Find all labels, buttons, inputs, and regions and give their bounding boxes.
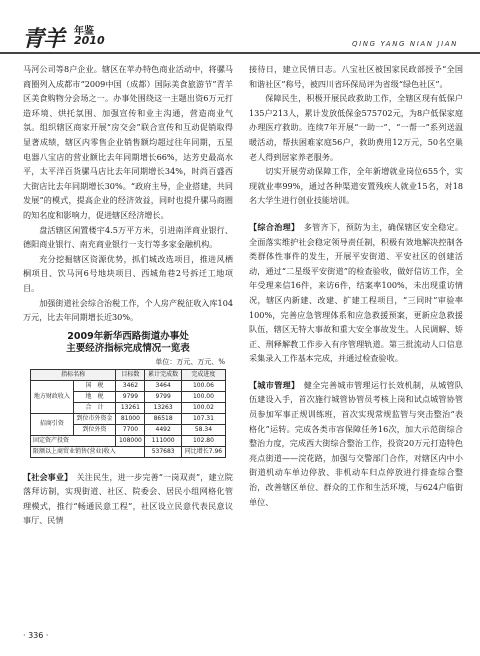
paragraph: 加强街道社会综合治税工作，个人房产税征收入库104万元，比去年同期增长近30%。 [23, 297, 233, 323]
table-row [31, 380, 226, 391]
row-name: 到位市外资金 [73, 413, 116, 424]
paragraph: 保障民生，积极开展民政救助工作，全辖区现有低保户135户213人，累计发放低保金575702元，为8户低保家庭办理医疗救助。连续7年开展“一助一”、“一帮一”系列送温暖活动，帮扶困难家庭56户，救助费用12万元，50名空巢老人得到居家养老服务。 [249, 93, 463, 162]
page-header [0, 0, 480, 62]
cell: 13261 [116, 402, 145, 413]
cell: 102.80 [181, 435, 225, 446]
cell: 100.06 [181, 380, 225, 391]
cell: 100.02 [181, 402, 225, 413]
table-row [31, 446, 226, 457]
row-name: 合 计 [73, 402, 116, 413]
table-title [23, 331, 233, 355]
cell: 3462 [116, 380, 145, 391]
section-heading: 【综合治理】 [249, 221, 296, 232]
paragraph: 切实开展劳动保障工作，全年新增就业岗位655个，实现就业率99%，通过各种渠道安置残疾人就业15名，对18名大学生进行创业技能培训。 [249, 166, 463, 206]
running-head: QING YANG NIAN JIAN [352, 40, 458, 48]
table-row [31, 413, 226, 424]
left-column [23, 62, 233, 528]
cell: 9799 [116, 391, 145, 402]
table-row [31, 435, 226, 446]
cell: 7700 [116, 424, 145, 435]
cell: 13263 [145, 402, 181, 413]
logo-title: 青羊 [22, 26, 65, 52]
cell: 4492 [145, 424, 181, 435]
paragraph: 马河公司等8户企业。辖区在苹办特色商业活动中，将骡马商圈列入成都市“2009中国（成都）国际美食旅游节”青羊区美食购物分会场之一。办事处围绕这一主题出资6万元打造环境、烘托氛围、加强宣传和业主沟通，营造商业气氛。组织辖区商家开展“房交会”联合宣传和互动促销取得显著成绩，辖区内零售企业销售额均超过往年同期，五星电器八宝店的营业额比去年同期增长66%，达芳史最高水平，太平洋百货骡马店比去年同期增长34%，时尚百盛西大街店比去年同期增长30%。“政府主导，企业搭建，共同发展”的模式，提高企业的经济效益，同时也提升骡马商圈的知名度和影响力，促进辖区经济增长。 [23, 64, 233, 220]
cell: 58.34 [181, 424, 225, 435]
row-name: 固定资产投资 [31, 435, 116, 446]
section-text: 多管齐下，预防为主，确保辖区安全稳定。全面落实维护社会稳定领导责任制，积极有效地解决控制各类群体性事件的发生，开展平安街道、平安社区的创建活动，通过“二星级平安街道”的检查验收，做好信访工作，全年受理来信16件，来访6件，结案率100%，未出现重访情况，辖区内新建、改建、扩建工程项目，“三同时”审验率100%，完善应急管理体系和应急救援预案，更新应急救援队伍，辖区无特大事故和重大安全事故发生。人民调解、矫正、刑释解教工作步入有序管理轨道。第三批流动人口信息采集录入工作基本完成，并通过检查验收。 [249, 221, 463, 364]
paragraph: 充分挖掘辖区资源优势，抓们城改选项目，推进风栖桐项目、饮马河6号地块项目、西城角巷2号拆迁工地项目。 [23, 253, 233, 293]
section-text: 关注民生，进一步完善“一岗双责”，建立院落拜访制，实现街道、社区、院委会、居民小组网格化管理模式，推行“畅通民意工程”，社区设立民意代表民意议事厅、民情 [23, 471, 234, 526]
table-unit: 单位：万元、万元、% [155, 357, 225, 366]
header-rule [0, 52, 480, 54]
cell: 3464 [145, 380, 181, 391]
cell: 107.31 [181, 413, 225, 424]
paragraph: 接待日，建立民情日志。八宝社区被国家民政部授予“全国和谐社区”称号，被四川省环保局评为省级“绿色社区”。 [249, 64, 463, 89]
right-column [249, 62, 463, 509]
cell: 同比增长7.96 [181, 446, 225, 457]
table-title-line2: 主要经济指标完成情况一览表 [66, 342, 190, 354]
paragraph: 盘活辖区闲置楼宇4.5万平方米，引进南洋商业银行、德阳商业银行、南充商业银行一支行等多家金融机构。 [23, 224, 233, 250]
row-name: 地 税 [73, 391, 116, 402]
row-name: 限额以上商贸业销售(营业)收入 [31, 446, 145, 457]
col-header-actual: 累计完成数 [145, 369, 181, 380]
row-name: 国 税 [73, 380, 116, 391]
economic-indicators-table [30, 369, 226, 458]
section-text: 健全完善城市管理运行长效机制，从城管队伍建设入手，首次施行城管协管员考核上岗和试点城管协管员参加军事正规训练班，首次实现常规监管与突击整治“表格化”运转。完成各类市容保障任务16次，加大示范街综合整治力度，完成西大街综合整治工作，投资20万元打造特色亮点街道——浣花路，加强与交警部门合作，对辖区内中小街道机动车单边停放、非机动车归点停放进行排查综合整治，改善辖区单位、群众的工作和生活环境，与624户临街单位、 [249, 379, 463, 507]
logo-subtitle: 年鉴 [74, 26, 94, 37]
cell: 9799 [145, 391, 181, 402]
cell: 81000 [116, 413, 145, 424]
table-header-row [31, 369, 226, 380]
cell: 108000 [116, 435, 145, 446]
col-header-target: 目标数 [116, 369, 145, 380]
group-label: 招商引资 [31, 413, 74, 435]
cell: 86518 [145, 413, 181, 424]
page-number: · 336 · [23, 631, 49, 640]
yearbook-logo [22, 22, 132, 54]
section-heading: 【社会事业】 [23, 471, 69, 482]
group-label: 地方财政收入 [31, 380, 74, 413]
col-header-indicator: 指标名称 [31, 369, 116, 380]
cell: 111000 [145, 435, 181, 446]
logo-year: 2010 [74, 34, 105, 47]
col-header-progress: 完成进度 [181, 369, 225, 380]
table-title-line1: 2009年新华西路街道办事处 [67, 330, 189, 342]
cell: 100.00 [181, 391, 225, 402]
row-name: 到位外资 [73, 424, 116, 435]
paragraph [23, 470, 233, 528]
paragraph [249, 378, 463, 509]
section-heading: 【城市管理】 [249, 379, 296, 390]
paragraph [249, 220, 463, 366]
cell: 537683 [145, 446, 181, 457]
